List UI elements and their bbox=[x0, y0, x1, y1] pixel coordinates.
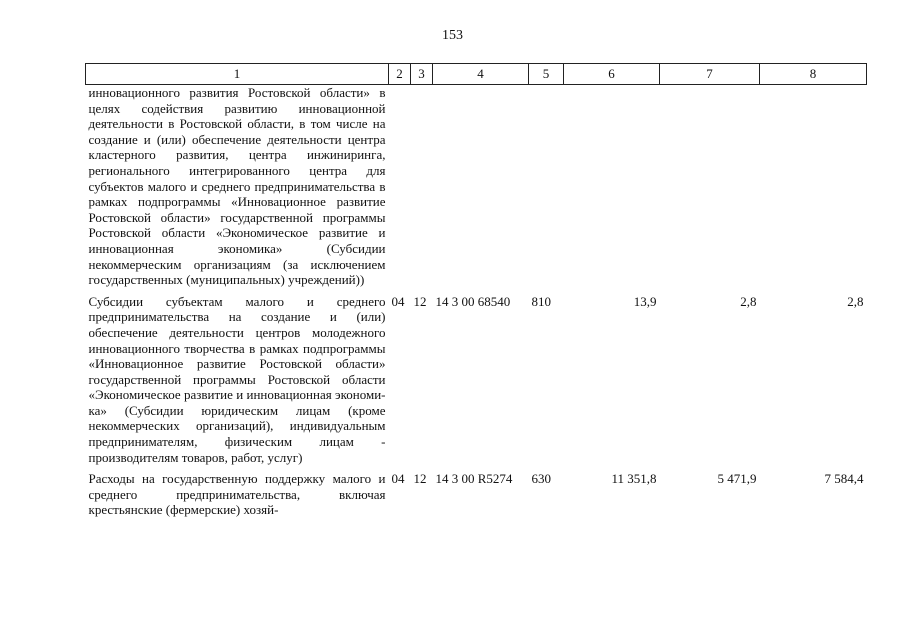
column-header: 3 bbox=[411, 64, 433, 85]
row-value-year3: 2,8 bbox=[847, 293, 864, 309]
column-header: 8 bbox=[760, 64, 867, 85]
row-value-year2 bbox=[660, 85, 760, 288]
row-section: 04 bbox=[391, 471, 405, 487]
table-header-row bbox=[86, 64, 867, 85]
column-header: 7 bbox=[660, 64, 760, 85]
row-value-year1: 11 351,8 bbox=[611, 471, 657, 487]
row-subsection: 12 bbox=[413, 293, 427, 309]
table-row bbox=[86, 288, 867, 466]
row-target-code: 14 3 00 R5274 bbox=[435, 471, 513, 487]
row-description: Субсидии субъектам малого и среднего предпринимательства на создание и (или) обеспечение деятельности центров молодежного инновационного творчества в рамках подпрограммы «Инновационное развитие Ростовской области» государственной программы Ростовской области «Экономическое развитие и инновационная экономика» (Субсидии юридическим лицам (кроме некоммерческих организаций), индивидуальным предпринимателям, физическим лицам - производителям товаров, работ, услуг) bbox=[88, 293, 386, 465]
row-description: инновационного развития Ростовской области» в целях содействия развитию инновационной деятельности в Ростовской области, в том числе на создание и (или) обеспечение деятельности центра кластерного развития, центра инжиниринга, регионального интегрированного центра для субъектов малого и среднего предпринимательства в рамках подпрограммы «Инновационное развитие Ростовской области» государственной программы Ростовской области «Экономическое развитие и инновационная экономика» (Субсидии некоммерческим организациям (за исключением государственных (муниципальных) учреждений)) bbox=[88, 85, 386, 288]
row-subsection: 12 bbox=[413, 471, 427, 487]
row-section: 04 bbox=[391, 293, 405, 309]
page-number: 153 bbox=[442, 28, 463, 43]
column-header: 5 bbox=[529, 64, 564, 85]
column-header: 4 bbox=[433, 64, 529, 85]
budget-table bbox=[85, 63, 867, 518]
row-value-year2: 2,8 bbox=[740, 293, 757, 309]
table-row bbox=[86, 465, 867, 518]
column-header: 1 bbox=[86, 64, 389, 85]
row-section bbox=[389, 85, 411, 288]
row-expense-type bbox=[529, 85, 564, 288]
row-description: Расходы на государственную поддержку малого и среднего предпринимательства, включая крестьянские (фермерские) хозяй- bbox=[88, 471, 386, 518]
row-value-year2: 5 471,9 bbox=[717, 471, 757, 487]
row-value-year3: 7 584,4 bbox=[824, 471, 864, 487]
row-value-year1 bbox=[564, 85, 660, 288]
column-header: 6 bbox=[564, 64, 660, 85]
row-value-year1: 13,9 bbox=[633, 293, 657, 309]
row-target-code: 14 3 00 68540 bbox=[435, 293, 511, 309]
row-subsection bbox=[411, 85, 433, 288]
column-header: 2 bbox=[389, 64, 411, 85]
row-value-year3 bbox=[760, 85, 867, 288]
row-expense-type: 810 bbox=[531, 293, 551, 309]
row-target-code bbox=[433, 85, 529, 288]
row-expense-type: 630 bbox=[531, 471, 551, 487]
table-row bbox=[86, 85, 867, 288]
